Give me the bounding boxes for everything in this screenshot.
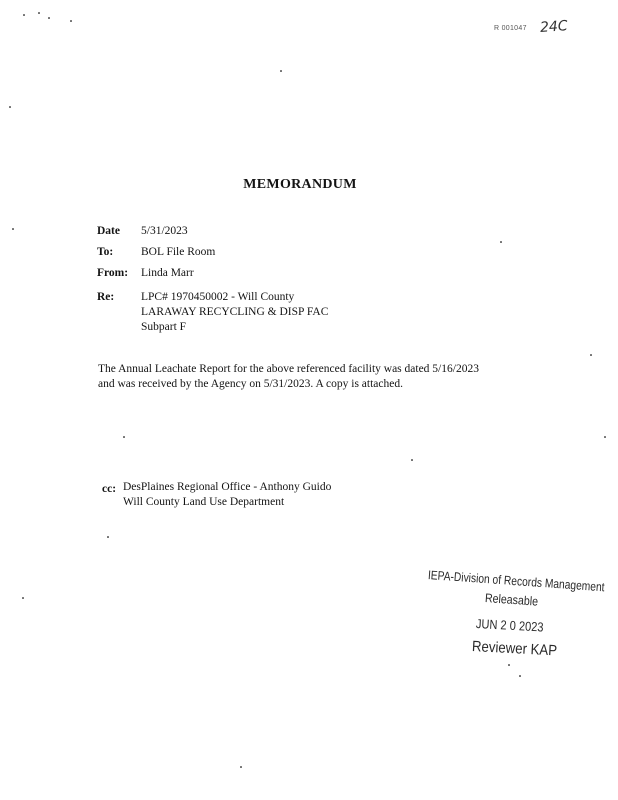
date-label: Date <box>97 225 120 237</box>
re-line-2: LARAWAY RECYCLING & DISP FAC <box>141 306 329 318</box>
from-value: Linda Marr <box>141 267 194 279</box>
scan-speck <box>123 436 125 438</box>
scan-speck <box>9 106 11 108</box>
stamp-division: IEPA-Division of Records Management <box>427 568 606 595</box>
scan-speck <box>604 436 606 438</box>
stamp-date: JUN 2 0 2023 <box>475 616 544 635</box>
memo-title: MEMORANDUM <box>243 177 357 192</box>
scan-speck <box>280 70 282 72</box>
scan-speck <box>12 228 14 230</box>
scan-speck <box>70 20 72 22</box>
scan-speck <box>508 664 510 666</box>
body-line-2: and was received by the Agency on 5/31/2023. A copy is attached. <box>98 378 403 390</box>
scan-speck <box>23 14 25 16</box>
scan-speck <box>590 354 592 356</box>
scan-speck <box>411 459 413 461</box>
body-line-1: The Annual Leachate Report for the above referenced facility was dated 5/16/2023 <box>98 363 479 375</box>
from-label: From: <box>97 267 129 279</box>
handwritten-mark: 24C <box>539 18 569 36</box>
stamp-reviewer: Reviewer KAP <box>471 638 558 660</box>
to-label: To: <box>97 246 114 258</box>
scan-speck <box>48 17 50 19</box>
scan-speck <box>519 675 521 677</box>
scan-speck <box>240 766 242 768</box>
to-value: BOL File Room <box>141 246 216 258</box>
stamp-releasable: Releasable <box>484 591 539 609</box>
cc-label: cc: <box>102 483 117 495</box>
scan-speck <box>500 241 502 243</box>
scan-speck <box>38 12 40 14</box>
re-line-3: Subpart F <box>141 321 187 333</box>
cc-line-1: DesPlaines Regional Office - Anthony Guido <box>123 481 332 493</box>
scan-speck <box>107 536 109 538</box>
reference-number: R 001047 <box>494 25 527 32</box>
re-label: Re: <box>97 291 115 303</box>
date-value: 5/31/2023 <box>141 225 188 237</box>
cc-line-2: Will County Land Use Department <box>123 496 285 508</box>
re-line-1: LPC# 1970450002 - Will County <box>141 291 295 303</box>
scan-speck <box>22 597 24 599</box>
